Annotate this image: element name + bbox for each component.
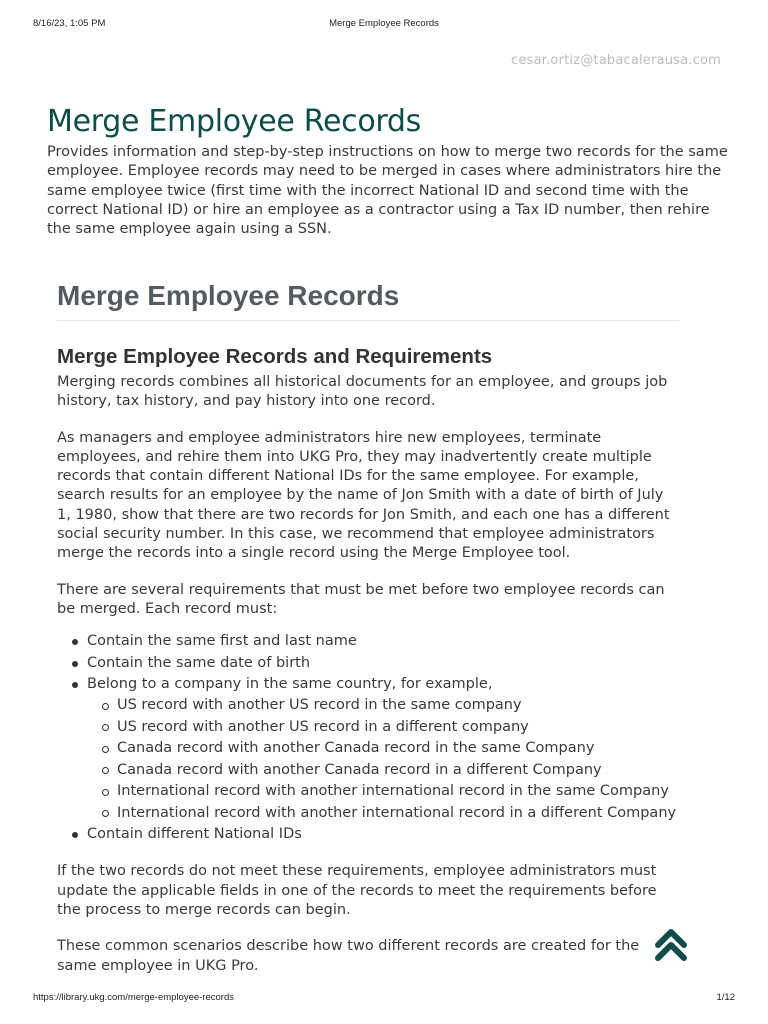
sub-list-item: Canada record with another Canada record in a different Company [117,760,737,781]
double-chevron-up-icon [654,926,688,964]
country-examples-list [87,695,737,823]
paragraph-merging-overview: Merging records combines all historical documents for an employee, and groups job history, tax history, and pay history into one record. [57,374,668,410]
sub-list-item: International record with another international record in the same Company [117,781,737,802]
list-item [87,674,737,824]
requirements-list [57,631,737,845]
sub-list-item: US record with another US record in a different company [117,717,737,738]
page-intro: Provides information and step-by-step instructions on how to merge two records for the same employee. Employee records may need to be merged in cases where administrators hire the same employee twice (first time with the incorrect National ID and second time with the correct National ID) or hire an employee as a contractor using a Tax ID number, then rehire the same employee again using a SSN. [47,144,728,238]
list-item: Contain the same first and last name [87,631,737,652]
print-title: Merge Employee Records [329,18,439,29]
section-heading: Merge Employee Records and Requirements [57,345,493,368]
page-title: Merge Employee Records [47,104,421,139]
sub-list-item: US record with another US record in the same company [117,695,737,716]
paragraph-requirements-intro: There are several requirements that must be met before two employee records can be merged. Each record must: [57,581,665,617]
print-url: https://library.ukg.com/merge-employee-records [33,992,234,1003]
print-datetime: 8/16/23, 1:05 PM [33,18,106,29]
article [57,280,737,976]
sub-list-item: International record with another international record in a different Company [117,803,737,824]
list-item: Contain different National IDs [87,824,737,845]
paragraph-common-scenarios: These common scenarios describe how two different records are created for the same employee in UKG Pro. [57,938,640,974]
list-item: Contain the same date of birth [87,653,737,674]
sub-list-item: Canada record with another Canada record in the same Company [117,738,737,759]
user-email: cesar.ortiz@tabacalerausa.com [511,53,721,68]
back-to-top-button[interactable] [654,926,688,964]
paragraph-requirements-not-met: If the two records do not meet these requirements, employee administrators must update the applicable fields in one of the records to meet the requirements before the process to merge records can begin. [57,863,657,918]
article-title: Merge Employee Records [57,280,679,321]
print-page-number: 1/12 [716,992,735,1003]
list-item-label: Belong to a company in the same country, for example, [87,676,493,693]
paragraph-multiple-records: As managers and employee administrators hire new employees, terminate employees, and rehire them into UKG Pro, they may inadvertently create multiple records that contain different National IDs for the same employee. For example, search results for an employee by the name of Jon Smith with a date of birth of July 1, 1980, show that there are two records for Jon Smith, and each one has a different social security number. In this case, we recommend that employee administrators merge the records into a single record using the Merge Employee tool. [57,429,670,562]
